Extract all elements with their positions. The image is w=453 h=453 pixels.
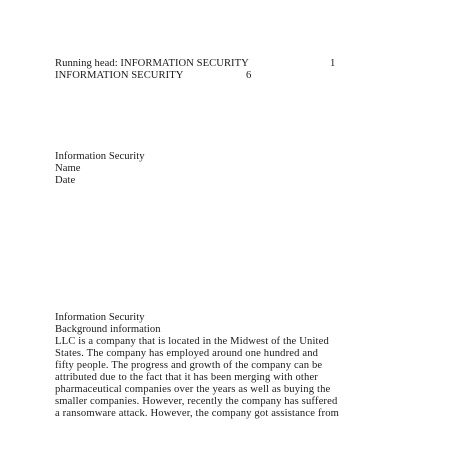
title-page-title: Information Security: [55, 151, 145, 162]
paragraph-line: pharmaceutical companies over the years as well as buying the: [55, 384, 331, 395]
paragraph-line: LLC is a company that is located in the Midwest of the United: [55, 336, 329, 347]
running-head: Running head: INFORMATION SECURITY: [55, 58, 249, 69]
section-heading: Background information: [55, 324, 161, 335]
page-header-page-number: 6: [246, 70, 252, 81]
title-page-name: Name: [55, 163, 81, 174]
paragraph-line: attributed due to the fact that it has been merging with other: [55, 372, 318, 383]
paragraph-line: fifty people. The progress and growth of the company can be: [55, 360, 323, 371]
paragraph-line: a ransomware attack. However, the company got assistance from: [55, 408, 340, 419]
body-title: Information Security: [55, 312, 145, 323]
page-header: INFORMATION SECURITY: [55, 70, 184, 81]
paragraph-line: States. The company has employed around one hundred and: [55, 348, 319, 359]
paragraph-line: smaller companies. However, recently the company has suffered: [55, 396, 338, 407]
title-page-date: Date: [55, 175, 76, 186]
running-head-page-number: 1: [330, 58, 336, 69]
